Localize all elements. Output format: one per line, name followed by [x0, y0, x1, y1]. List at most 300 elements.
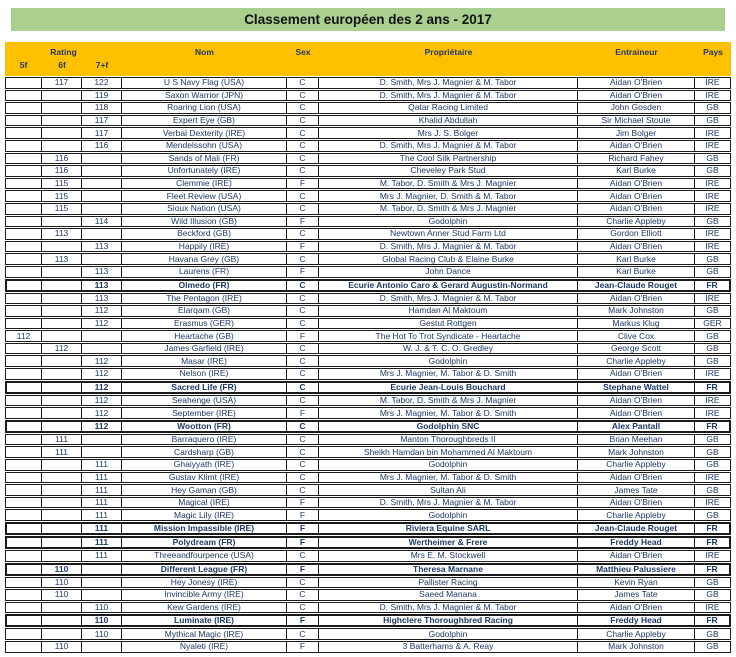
- cell-country: GB: [695, 115, 731, 127]
- cell-country: IRE: [695, 368, 731, 380]
- cell-sex: C: [287, 253, 319, 265]
- cell-horse-name: September (IRE): [122, 407, 287, 419]
- table-row: [5, 77, 731, 89]
- cell-horse-name: Cardsharp (GB): [122, 446, 287, 458]
- cell-trainer: Mark Johnston: [578, 446, 695, 458]
- cell-country: GER: [695, 318, 731, 330]
- cell-owner: The Cool Silk Partnership: [319, 153, 578, 165]
- cell-rating-6f: [42, 355, 82, 367]
- table-row: [5, 266, 731, 278]
- cell-sex: C: [287, 102, 319, 114]
- cell-owner: Qatar Racing Limited: [319, 102, 578, 114]
- cell-rating-6f: 113: [42, 253, 82, 265]
- table-row: [5, 330, 731, 342]
- cell-rating-6f: [42, 628, 82, 640]
- cell-rating-7f: 113: [82, 279, 122, 292]
- cell-country: GB: [695, 446, 731, 458]
- table-row: [5, 577, 731, 589]
- cell-owner: W. J. & T. C. O. Gredley: [319, 343, 578, 355]
- cell-rating-7f: 111: [82, 509, 122, 521]
- cell-horse-name: James Garfield (IRE): [122, 343, 287, 355]
- cell-sex: C: [287, 472, 319, 484]
- cell-country: GB: [695, 355, 731, 367]
- cell-horse-name: Nyaleti (IRE): [122, 641, 287, 653]
- table-row: [5, 293, 731, 305]
- cell-sex: F: [287, 536, 319, 549]
- cell-owner: Mrs J. S. Bolger: [319, 127, 578, 139]
- cell-country: GB: [695, 628, 731, 640]
- column-header-7plusf: 7+f: [95, 60, 109, 70]
- cell-sex: C: [287, 140, 319, 152]
- cell-rating-5f: [5, 563, 42, 576]
- cell-sex: C: [287, 165, 319, 177]
- cell-owner: Godolphin: [319, 509, 578, 521]
- cell-rating-5f: [5, 434, 42, 446]
- cell-rating-7f: 110: [82, 628, 122, 640]
- cell-owner: D. Smith, Mrs J. Magnier & M. Tabor: [319, 497, 578, 509]
- table-row: [5, 472, 731, 484]
- table-row: [5, 628, 731, 640]
- cell-rating-5f: [5, 641, 42, 653]
- cell-country: IRE: [695, 293, 731, 305]
- cell-rating-5f: [5, 497, 42, 509]
- cell-rating-7f: 112: [82, 407, 122, 419]
- cell-owner: Gestut Rottgen: [319, 318, 578, 330]
- cell-owner: Godolphin: [319, 459, 578, 471]
- column-header-5f: 5f: [19, 60, 28, 70]
- cell-horse-name: Wild Illusion (GB): [122, 216, 287, 228]
- cell-rating-7f: [82, 228, 122, 240]
- cell-rating-7f: [82, 153, 122, 165]
- cell-horse-name: Roaring Lion (USA): [122, 102, 287, 114]
- cell-sex: F: [287, 266, 319, 278]
- cell-country: IRE: [695, 90, 731, 102]
- cell-country: GB: [695, 330, 731, 342]
- cell-owner: Mrs J. Magnier, M. Tabor & D. Smith: [319, 368, 578, 380]
- cell-rating-5f: [5, 115, 42, 127]
- cell-horse-name: Threeandfourpence (USA): [122, 550, 287, 562]
- cell-trainer: Aidan O'Brien: [578, 602, 695, 614]
- table-row: [5, 241, 731, 253]
- cell-rating-6f: [42, 318, 82, 330]
- table-row: [5, 190, 731, 202]
- table-row: [5, 253, 731, 265]
- table-row: [5, 127, 731, 139]
- cell-rating-5f: [5, 140, 42, 152]
- table-row: [5, 228, 731, 240]
- cell-country: GB: [695, 266, 731, 278]
- cell-rating-7f: [82, 330, 122, 342]
- cell-trainer: Aidan O'Brien: [578, 407, 695, 419]
- cell-rating-5f: [5, 127, 42, 139]
- column-header-entraineur: Entraineur: [615, 47, 658, 57]
- cell-sex: C: [287, 127, 319, 139]
- cell-trainer: Aidan O'Brien: [578, 472, 695, 484]
- cell-owner: Sheikh Hamdan bin Mohammed Al Maktoum: [319, 446, 578, 458]
- table-row: [5, 355, 731, 367]
- cell-rating-6f: 113: [42, 228, 82, 240]
- cell-rating-7f: 110: [82, 602, 122, 614]
- cell-owner: Mrs E. M. Stockwell: [319, 550, 578, 562]
- cell-sex: C: [287, 381, 319, 394]
- cell-owner: John Dance: [319, 266, 578, 278]
- cell-rating-5f: [5, 90, 42, 102]
- cell-rating-6f: [42, 140, 82, 152]
- cell-sex: C: [287, 77, 319, 89]
- cell-rating-6f: [42, 484, 82, 496]
- cell-rating-6f: [42, 115, 82, 127]
- cell-horse-name: Kew Gardens (IRE): [122, 602, 287, 614]
- cell-country: IRE: [695, 472, 731, 484]
- cell-rating-6f: 116: [42, 153, 82, 165]
- cell-rating-7f: 113: [82, 241, 122, 253]
- cell-sex: C: [287, 115, 319, 127]
- table-row: [5, 216, 731, 228]
- cell-trainer: James Tate: [578, 484, 695, 496]
- cell-country: FR: [695, 536, 731, 549]
- cell-country: FR: [695, 563, 731, 576]
- table-row: [5, 153, 731, 165]
- cell-rating-5f: [5, 536, 42, 549]
- cell-horse-name: Sioux Nation (USA): [122, 203, 287, 215]
- cell-horse-name: Havana Grey (GB): [122, 253, 287, 265]
- cell-owner: The Hot To Trot Syndicate - Heartache: [319, 330, 578, 342]
- table-row: [5, 395, 731, 407]
- cell-trainer: Aidan O'Brien: [578, 395, 695, 407]
- cell-horse-name: Ghaiyyath (IRE): [122, 459, 287, 471]
- cell-sex: C: [287, 190, 319, 202]
- cell-trainer: Brian Meehan: [578, 434, 695, 446]
- cell-trainer: George Scott: [578, 343, 695, 355]
- table-row: [5, 318, 731, 330]
- cell-rating-5f: [5, 589, 42, 601]
- cell-horse-name: Erasmus (GER): [122, 318, 287, 330]
- table-row: [5, 140, 731, 152]
- cell-trainer: Aidan O'Brien: [578, 368, 695, 380]
- cell-rating-7f: 117: [82, 127, 122, 139]
- cell-trainer: Karl Burke: [578, 266, 695, 278]
- cell-trainer: Charlie Appleby: [578, 355, 695, 367]
- cell-sex: C: [287, 90, 319, 102]
- cell-rating-5f: [5, 102, 42, 114]
- cell-horse-name: Sacred Life (FR): [122, 381, 287, 394]
- cell-rating-5f: [5, 178, 42, 190]
- cell-rating-6f: 115: [42, 178, 82, 190]
- cell-sex: C: [287, 446, 319, 458]
- cell-horse-name: Polydream (FR): [122, 536, 287, 549]
- column-header-sex: Sex: [295, 47, 311, 57]
- cell-sex: C: [287, 395, 319, 407]
- cell-horse-name: Happily (IRE): [122, 241, 287, 253]
- cell-horse-name: Barraquero (IRE): [122, 434, 287, 446]
- cell-sex: C: [287, 343, 319, 355]
- column-header-nom: Nom: [195, 47, 214, 57]
- table-row: [5, 407, 731, 419]
- cell-country: GB: [695, 459, 731, 471]
- cell-country: IRE: [695, 550, 731, 562]
- cell-rating-7f: 112: [82, 318, 122, 330]
- cell-owner: Highclere Thoroughbred Racing: [319, 614, 578, 627]
- cell-rating-5f: [5, 279, 42, 292]
- cell-rating-5f: [5, 381, 42, 394]
- cell-horse-name: Magic Lily (IRE): [122, 509, 287, 521]
- cell-rating-5f: [5, 628, 42, 640]
- cell-country: FR: [695, 279, 731, 292]
- cell-country: IRE: [695, 241, 731, 253]
- cell-rating-6f: [42, 381, 82, 394]
- cell-owner: D. Smith, Mrs J. Magnier & M. Tabor: [319, 241, 578, 253]
- cell-owner: Newtown Anner Stud Farm Ltd: [319, 228, 578, 240]
- cell-sex: C: [287, 550, 319, 562]
- cell-owner: Hamdan Al Maktoum: [319, 305, 578, 317]
- cell-rating-7f: 118: [82, 102, 122, 114]
- cell-horse-name: Unfortunately (IRE): [122, 165, 287, 177]
- cell-trainer: Charlie Appleby: [578, 509, 695, 521]
- cell-horse-name: Magical (IRE): [122, 497, 287, 509]
- cell-country: GB: [695, 434, 731, 446]
- cell-rating-7f: [82, 203, 122, 215]
- cell-owner: M. Tabor, D. Smith & Mrs J. Magnier: [319, 395, 578, 407]
- table-row: [5, 203, 731, 215]
- cell-trainer: Freddy Head: [578, 614, 695, 627]
- cell-rating-7f: [82, 446, 122, 458]
- cell-rating-6f: 110: [42, 577, 82, 589]
- cell-rating-7f: 114: [82, 216, 122, 228]
- table-row: [5, 509, 731, 521]
- cell-rating-5f: [5, 368, 42, 380]
- table-row: [5, 641, 731, 653]
- cell-rating-6f: 110: [42, 641, 82, 653]
- cell-rating-6f: [42, 497, 82, 509]
- column-header-pays: Pays: [703, 47, 723, 57]
- cell-trainer: Alex Pantall: [578, 420, 695, 433]
- cell-rating-5f: [5, 550, 42, 562]
- cell-rating-7f: [82, 190, 122, 202]
- cell-horse-name: Elarqam (GB): [122, 305, 287, 317]
- cell-rating-5f: [5, 577, 42, 589]
- cell-rating-7f: 112: [82, 395, 122, 407]
- cell-rating-7f: 110: [82, 614, 122, 627]
- cell-rating-6f: [42, 90, 82, 102]
- cell-rating-7f: [82, 563, 122, 576]
- cell-country: GB: [695, 153, 731, 165]
- table-row: [5, 102, 731, 114]
- cell-rating-6f: [42, 241, 82, 253]
- cell-rating-7f: 116: [82, 140, 122, 152]
- cell-country: GB: [695, 589, 731, 601]
- cell-horse-name: Luminate (IRE): [122, 614, 287, 627]
- cell-horse-name: Mission Impassible (IRE): [122, 522, 287, 535]
- cell-sex: C: [287, 279, 319, 292]
- cell-owner: Saeed Manana: [319, 589, 578, 601]
- cell-rating-5f: [5, 522, 42, 535]
- cell-rating-5f: [5, 203, 42, 215]
- cell-rating-5f: [5, 446, 42, 458]
- cell-rating-7f: [82, 641, 122, 653]
- cell-sex: C: [287, 153, 319, 165]
- cell-rating-5f: [5, 293, 42, 305]
- cell-horse-name: Expert Eye (GB): [122, 115, 287, 127]
- cell-rating-5f: [5, 343, 42, 355]
- cell-rating-7f: 111: [82, 522, 122, 535]
- cell-country: IRE: [695, 190, 731, 202]
- cell-horse-name: Masar (IRE): [122, 355, 287, 367]
- cell-rating-6f: [42, 459, 82, 471]
- table-row: [5, 420, 731, 433]
- cell-rating-6f: [42, 472, 82, 484]
- cell-owner: Godolphin: [319, 216, 578, 228]
- cell-sex: C: [287, 305, 319, 317]
- cell-owner: D. Smith, Mrs J. Magnier & M. Tabor: [319, 140, 578, 152]
- table-row: [5, 446, 731, 458]
- cell-rating-6f: [42, 127, 82, 139]
- cell-horse-name: Invincible Army (IRE): [122, 589, 287, 601]
- cell-trainer: Gordon Elliott: [578, 228, 695, 240]
- cell-sex: C: [287, 434, 319, 446]
- cell-horse-name: Wootton (FR): [122, 420, 287, 433]
- cell-rating-5f: [5, 305, 42, 317]
- cell-country: IRE: [695, 203, 731, 215]
- cell-trainer: Aidan O'Brien: [578, 178, 695, 190]
- cell-horse-name: Mythical Magic (IRE): [122, 628, 287, 640]
- cell-country: IRE: [695, 178, 731, 190]
- cell-sex: C: [287, 628, 319, 640]
- cell-trainer: Aidan O'Brien: [578, 203, 695, 215]
- cell-rating-5f: [5, 459, 42, 471]
- cell-rating-7f: 111: [82, 459, 122, 471]
- cell-owner: Manton Thoroughbreds II: [319, 434, 578, 446]
- cell-rating-7f: 112: [82, 355, 122, 367]
- cell-trainer: Sir Michael Stoute: [578, 115, 695, 127]
- cell-rating-6f: [42, 536, 82, 549]
- cell-country: IRE: [695, 140, 731, 152]
- cell-sex: C: [287, 355, 319, 367]
- cell-rating-7f: [82, 165, 122, 177]
- cell-owner: Wertheimer & Frere: [319, 536, 578, 549]
- cell-owner: D. Smith, Mrs J. Magnier & M. Tabor: [319, 77, 578, 89]
- cell-horse-name: Sands of Mali (FR): [122, 153, 287, 165]
- cell-trainer: Clive Cox: [578, 330, 695, 342]
- cell-country: GB: [695, 253, 731, 265]
- cell-rating-7f: 112: [82, 305, 122, 317]
- column-header-proprietaire: Propriétaire: [424, 47, 473, 57]
- cell-sex: C: [287, 420, 319, 433]
- cell-sex: C: [287, 577, 319, 589]
- cell-rating-5f: [5, 165, 42, 177]
- cell-horse-name: Seahenge (USA): [122, 395, 287, 407]
- cell-rating-7f: 122: [82, 77, 122, 89]
- cell-horse-name: Hey Gaman (GB): [122, 484, 287, 496]
- cell-rating-5f: [5, 318, 42, 330]
- cell-sex: C: [287, 602, 319, 614]
- cell-owner: Khalid Abdullah: [319, 115, 578, 127]
- cell-rating-6f: [42, 395, 82, 407]
- cell-rating-7f: 111: [82, 472, 122, 484]
- table-row: [5, 90, 731, 102]
- cell-rating-6f: 110: [42, 563, 82, 576]
- cell-rating-6f: [42, 216, 82, 228]
- cell-horse-name: Saxon Warrior (JPN): [122, 90, 287, 102]
- cell-rating-7f: 111: [82, 550, 122, 562]
- cell-trainer: Jim Bolger: [578, 127, 695, 139]
- table-row: [5, 497, 731, 509]
- cell-country: FR: [695, 522, 731, 535]
- cell-rating-5f: [5, 77, 42, 89]
- cell-rating-6f: [42, 266, 82, 278]
- cell-trainer: Mark Johnston: [578, 305, 695, 317]
- cell-owner: Mrs J. Magnier, M. Tabor & D. Smith: [319, 472, 578, 484]
- cell-rating-7f: 111: [82, 497, 122, 509]
- cell-owner: Sultan Ali: [319, 484, 578, 496]
- cell-rating-7f: 113: [82, 266, 122, 278]
- cell-country: IRE: [695, 602, 731, 614]
- cell-trainer: Jean-Claude Rouget: [578, 522, 695, 535]
- table-row: [5, 536, 731, 549]
- cell-trainer: Charlie Appleby: [578, 216, 695, 228]
- cell-rating-5f: [5, 228, 42, 240]
- cell-trainer: Aidan O'Brien: [578, 140, 695, 152]
- cell-trainer: Charlie Appleby: [578, 628, 695, 640]
- page-title: Classement européen des 2 ans - 2017: [11, 8, 725, 31]
- cell-country: GB: [695, 305, 731, 317]
- cell-sex: C: [287, 203, 319, 215]
- cell-rating-7f: 111: [82, 484, 122, 496]
- cell-country: IRE: [695, 395, 731, 407]
- cell-horse-name: Heartache (GB): [122, 330, 287, 342]
- cell-trainer: Kevin Ryan: [578, 577, 695, 589]
- cell-trainer: Markus Klug: [578, 318, 695, 330]
- cell-rating-5f: [5, 509, 42, 521]
- column-header-rating-group: Rating: [50, 47, 77, 57]
- cell-rating-5f: [5, 472, 42, 484]
- cell-rating-6f: [42, 614, 82, 627]
- cell-sex: C: [287, 368, 319, 380]
- cell-horse-name: Different League (FR): [122, 563, 287, 576]
- cell-trainer: Stephane Wattel: [578, 381, 695, 394]
- cell-horse-name: Gustav Klimt (IRE): [122, 472, 287, 484]
- cell-sex: F: [287, 509, 319, 521]
- table-header: [5, 42, 731, 76]
- cell-sex: F: [287, 641, 319, 653]
- cell-country: GB: [695, 509, 731, 521]
- cell-owner: Theresa Marnane: [319, 563, 578, 576]
- cell-rating-6f: 117: [42, 77, 82, 89]
- cell-rating-7f: 112: [82, 381, 122, 394]
- cell-sex: C: [287, 459, 319, 471]
- cell-rating-5f: [5, 355, 42, 367]
- cell-country: IRE: [695, 228, 731, 240]
- cell-rating-7f: [82, 253, 122, 265]
- cell-country: IRE: [695, 407, 731, 419]
- cell-trainer: John Gosden: [578, 102, 695, 114]
- cell-rating-6f: [42, 305, 82, 317]
- cell-rating-6f: [42, 102, 82, 114]
- cell-rating-7f: [82, 178, 122, 190]
- cell-country: GB: [695, 343, 731, 355]
- cell-rating-5f: [5, 395, 42, 407]
- cell-rating-5f: [5, 602, 42, 614]
- cell-owner: Godolphin: [319, 355, 578, 367]
- cell-rating-5f: 112: [5, 330, 42, 342]
- cell-horse-name: U S Navy Flag (USA): [122, 77, 287, 89]
- cell-country: IRE: [695, 497, 731, 509]
- cell-sex: F: [287, 497, 319, 509]
- cell-trainer: Jean-Claude Rouget: [578, 279, 695, 292]
- cell-owner: Riviera Equine SARL: [319, 522, 578, 535]
- cell-trainer: Aidan O'Brien: [578, 293, 695, 305]
- cell-owner: Ecurie Jean-Louis Bouchard: [319, 381, 578, 394]
- cell-rating-5f: [5, 190, 42, 202]
